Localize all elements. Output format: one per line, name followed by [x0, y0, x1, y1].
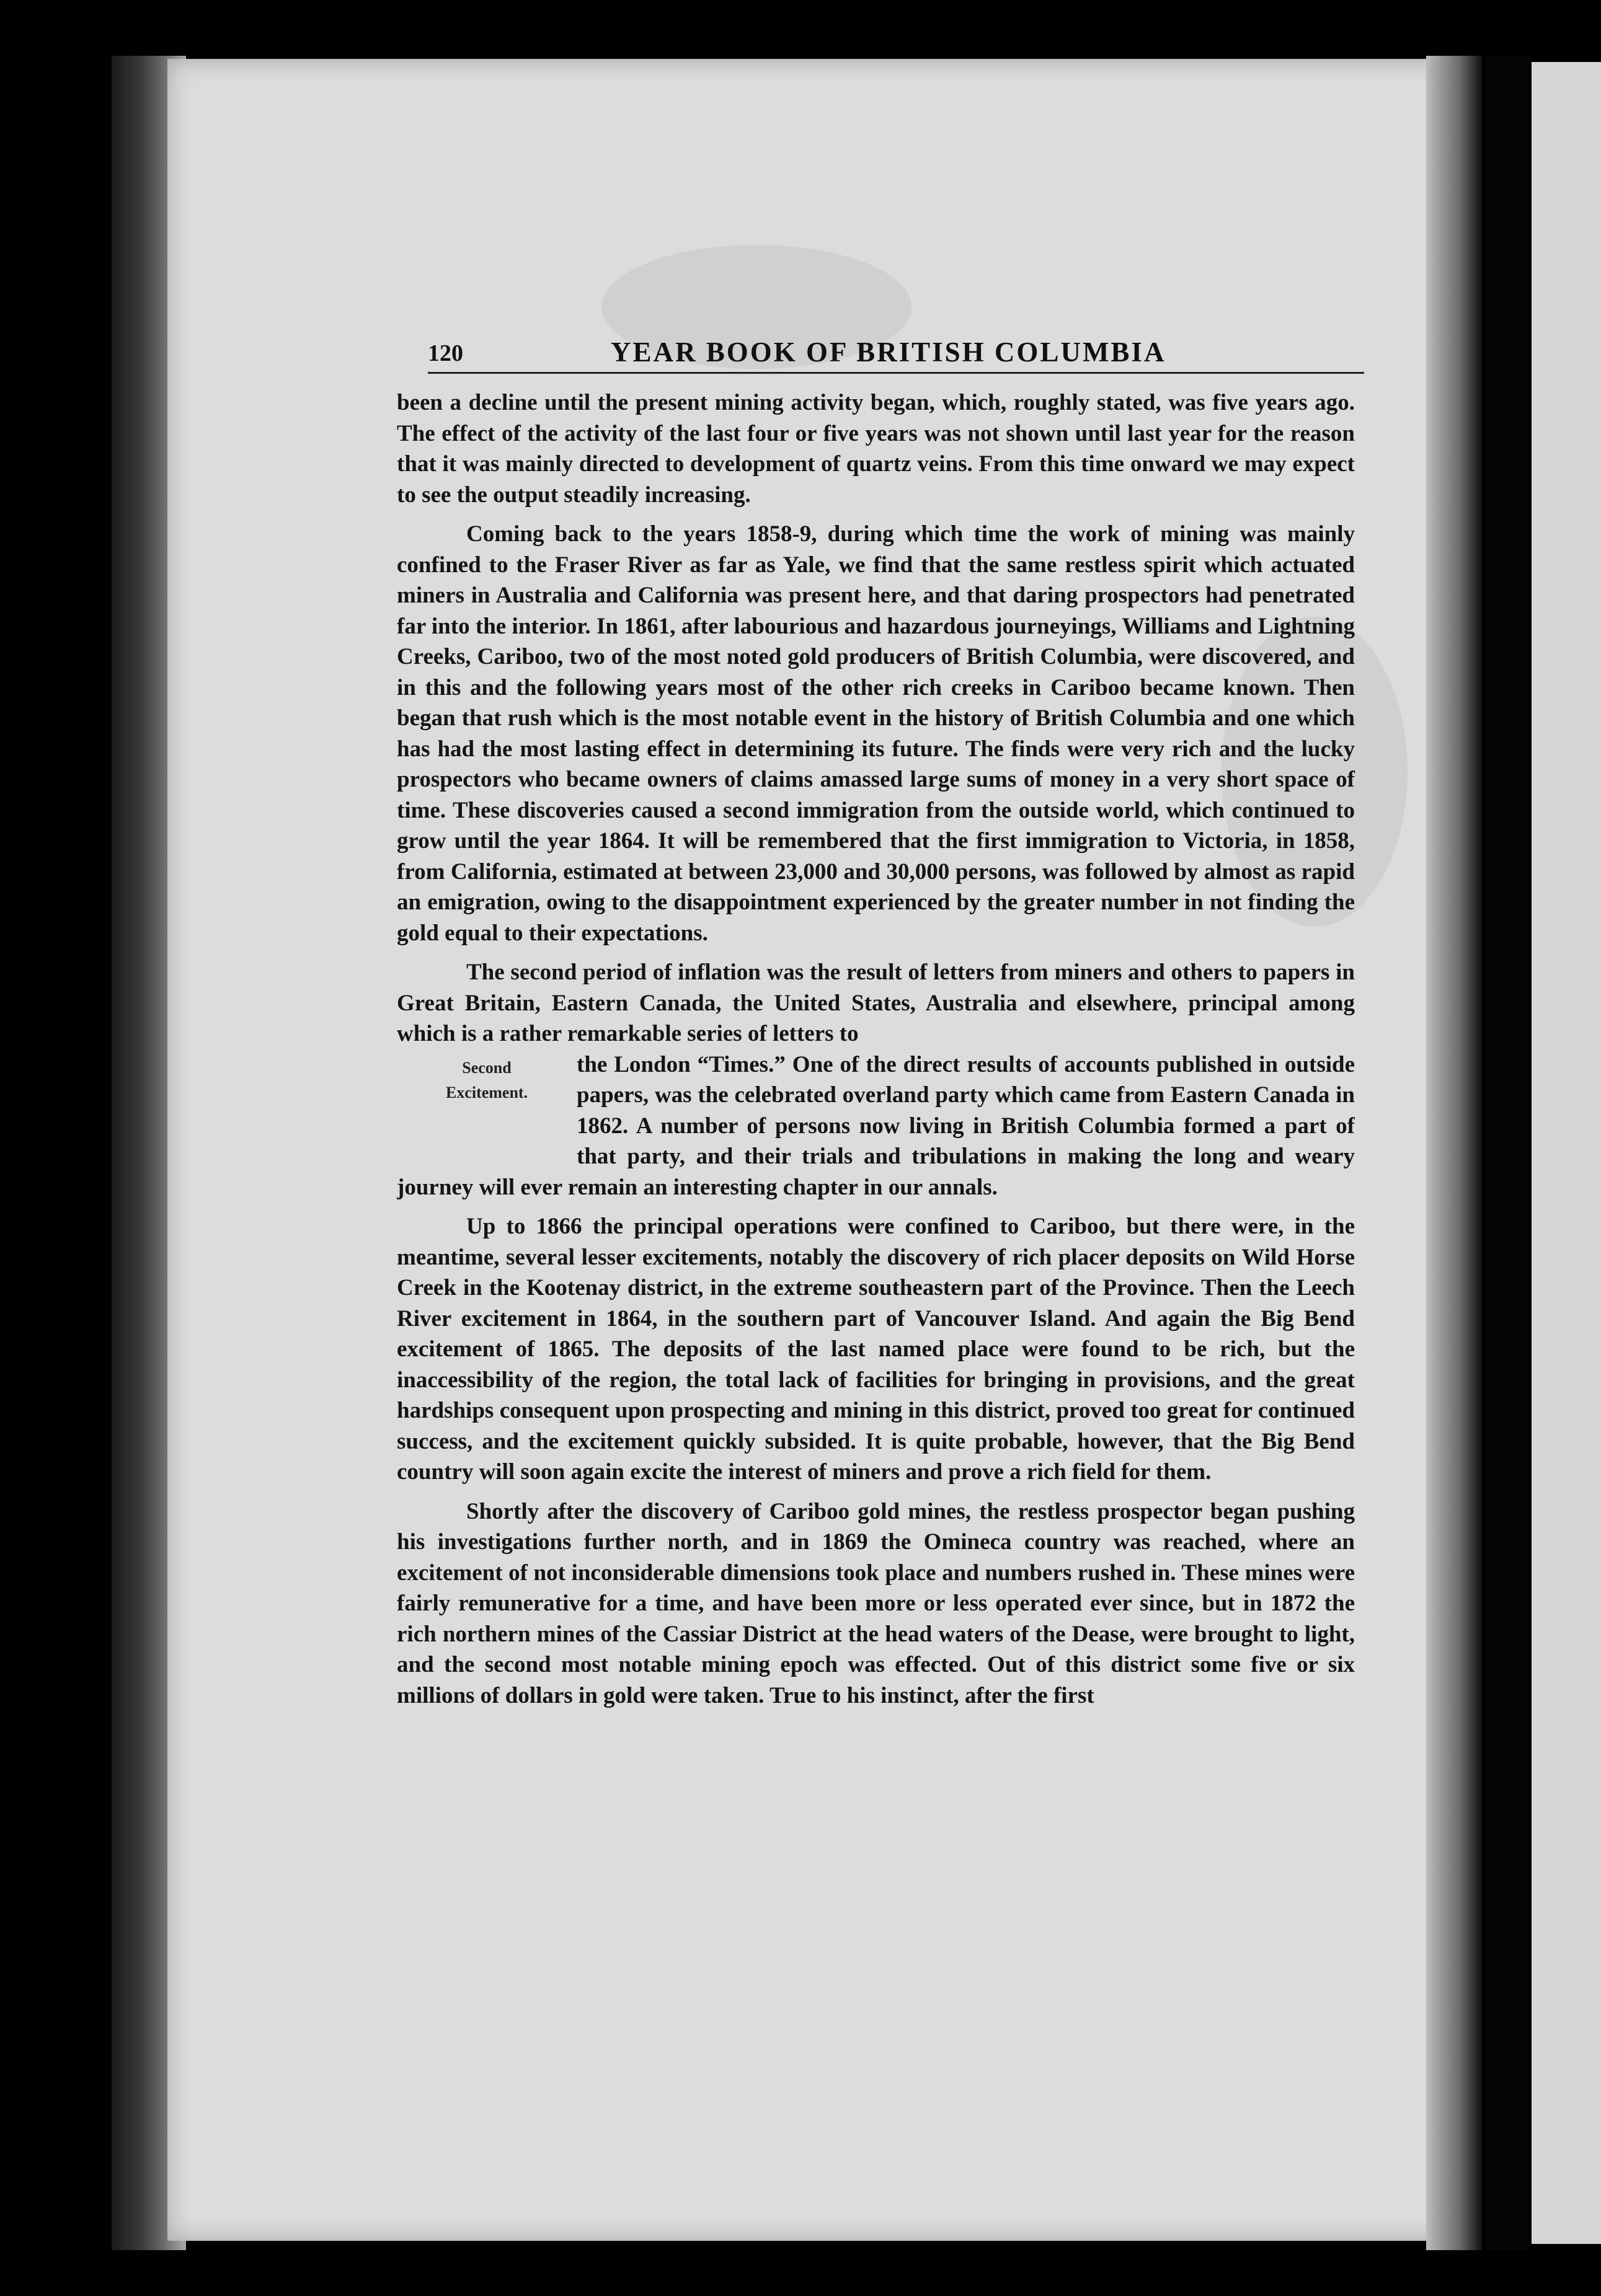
body-text — [397, 387, 1355, 1720]
paragraph: been a decline until the present mining activity began, which, roughly stated, was five years ago. The effect of the activity of the last four or five years was not shown until last year for the reason that it was mainly directed to development of quartz veins. From this time onward we may expect to see the output steadily increasing. — [397, 390, 1355, 508]
margin-note — [397, 1056, 577, 1149]
binding-shadow — [1426, 56, 1482, 2250]
paragraph: The second period of inflation was the result of letters from miners and others to papers in Great Britain, Eastern Canada, the United States, Australia and elsewhere, principal among which is a rather remarkable series of letters to — [397, 960, 1355, 1046]
paragraph: Shortly after the discovery of Cariboo gold mines, the restless prospector began pushing his investigations further north, and in 1869 the Omineca country was reached, where an excitement of not inconsiderable dimensions took place and numbers rushed in. These mines were fairly remunerative for a time, and have been more or less operated ever since, but in 1872 the rich northern mines of the Cassiar District at the head waters of the Dease, were brought to light, and the second most notable mining epoch was effected. Out of this district some five or six millions of dollars in gold were taken. True to his instinct, after the first — [397, 1498, 1355, 1708]
paragraph: the London “Times.” One of the direct results of accounts published in outside papers, was the celebrated overland party which came from Eastern Canada in 1862. A number of persons now living in British Columbia formed a part of that party, and their trials and tribulations in making the long and weary journey will ever remain an interesting chapter in our annals. — [397, 1051, 1355, 1200]
page-number: 120 — [428, 340, 463, 366]
margin-note-line: Excitement. — [445, 1083, 528, 1102]
paragraph: Coming back to the years 1858-9, during which time the work of mining was mainly confined to the Fraser River as far as Yale, we find that the same restless spirit which actuated miners in Australia and California was present here, and that daring prospectors had penetrated far into the interior. In 1861, after labourious and hazardous journeyings, Williams and Lightning Creeks, Cariboo, two of the most noted gold producers of British Columbia, were discovered, and in this and the following years most of the other rich creeks in Cariboo became known. Then began that rush which is the most notable event in the history of British Columbia and one which has had the most lasting effect in determining its future. The finds were very rich and the lucky prospectors who became owners of claims amassed large sums of money in a very short space of time. These discoveries caused a second immigration from the outside world, which continued to grow until the year 1864. It will be remembered that the first immigration to Victoria, in 1858, from California, estimated at between 23,000 and 30,000 persons, was followed by almost as rapid an emigration, owing to the disappointment experienced by the greater number in not finding the gold equal to their expectations. — [397, 521, 1355, 946]
facing-page-edge — [1532, 62, 1601, 2244]
paragraph: Up to 1866 the principal operations were confined to Cariboo, but there were, in the meantime, several lesser excitements, notably the discovery of rich placer deposits on Wild Horse Creek in the Kootenay district, in the extreme southeastern part of the Province. Then the Leech River excitement in 1864, in the southern part of Vancouver Island. And again the Big Bend excitement of 1865. The deposits of the last named place were found to be rich, but the inaccessibility of the region, the total lack of facilities for bringing in provisions, and the great hardships consequent upon prospecting and mining in this district, proved too great for continued success, and the excitement quickly subsided. It is quite probable, however, that the Big Bend country will soon again excite the interest of miners and prove a rich field for them. — [397, 1214, 1355, 1485]
book-gutter — [1485, 56, 1528, 2250]
running-header — [428, 329, 1364, 374]
margin-note-line: Second — [462, 1058, 512, 1077]
running-title: YEAR BOOK OF BRITISH COLUMBIA — [611, 337, 1166, 368]
sidenote-block — [397, 1049, 1355, 1212]
